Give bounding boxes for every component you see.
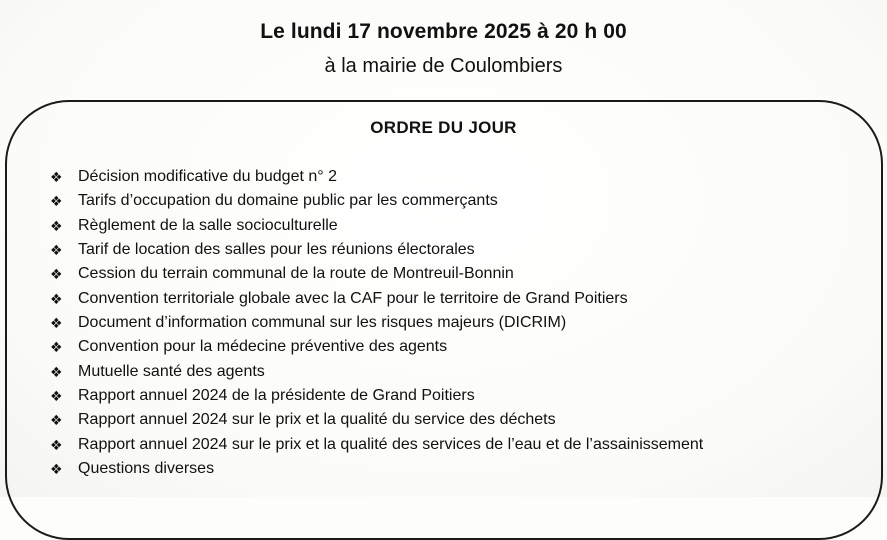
four-diamond-bullet-icon: ❖ (50, 339, 63, 356)
agenda-item-text: Tarifs d’occupation du domaine public par les commerçants (78, 192, 498, 210)
agenda-item (50, 262, 870, 286)
four-diamond-bullet-icon: ❖ (50, 363, 63, 380)
meeting-place: à la mairie de Coulombiers (324, 55, 563, 77)
four-diamond-bullet-icon: ❖ (50, 461, 63, 478)
four-diamond-bullet-icon: ❖ (50, 169, 63, 185)
agenda-item-text: Tarif de location des salles pour les réunions électorales (78, 241, 475, 259)
agenda-item-text: Document d’information communal sur les risques majeurs (DICRIM) (78, 314, 567, 332)
agenda-item-text: Convention territoriale globale avec la CAF pour le territoire de Grand Poitiers (78, 289, 628, 307)
agenda-item (50, 457, 870, 481)
agenda-item (50, 214, 870, 238)
agenda-item-text: Décision modificative du budget n° 2 (78, 168, 337, 185)
agenda-item (50, 287, 870, 311)
agenda-item-text: Rapport annuel 2024 sur le prix et la qualité des services de l’eau et de l’assainissement (78, 435, 704, 453)
four-diamond-bullet-icon: ❖ (50, 290, 63, 307)
four-diamond-bullet-icon: ❖ (50, 436, 63, 453)
four-diamond-bullet-icon: ❖ (50, 315, 63, 332)
agenda-item-text: Règlement de la salle socioculturelle (78, 216, 338, 234)
agenda-item-text: Cession du terrain communal de la route de Montreuil-Bonnin (78, 265, 514, 283)
agenda-item-text: Convention pour la médecine préventive des agents (78, 338, 448, 356)
agenda-item (50, 311, 870, 335)
four-diamond-bullet-icon: ❖ (50, 412, 63, 429)
agenda-title: ORDRE DU JOUR (370, 118, 517, 137)
agenda-list (50, 165, 870, 481)
agenda-item (50, 238, 870, 262)
agenda-item-text: Rapport annuel 2024 sur le prix et la qualité du service des déchets (78, 411, 556, 429)
agenda-item (50, 408, 870, 432)
agenda-item-text: Questions diverses (78, 460, 215, 478)
agenda-item (50, 360, 870, 384)
agenda-item (50, 165, 870, 189)
agenda-item (50, 335, 870, 359)
agenda-item-text: Mutuelle santé des agents (78, 362, 265, 380)
agenda-item (50, 189, 870, 213)
four-diamond-bullet-icon: ❖ (50, 242, 63, 259)
agenda-item-text: Rapport annuel 2024 de la présidente de Grand Poitiers (78, 387, 475, 405)
four-diamond-bullet-icon: ❖ (50, 388, 63, 405)
four-diamond-bullet-icon: ❖ (50, 217, 63, 234)
four-diamond-bullet-icon: ❖ (50, 266, 63, 283)
four-diamond-bullet-icon: ❖ (50, 193, 63, 210)
agenda-item (50, 433, 870, 457)
agenda-item (50, 384, 870, 408)
meeting-date: Le lundi 17 novembre 2025 à 20 h 00 (260, 20, 627, 43)
